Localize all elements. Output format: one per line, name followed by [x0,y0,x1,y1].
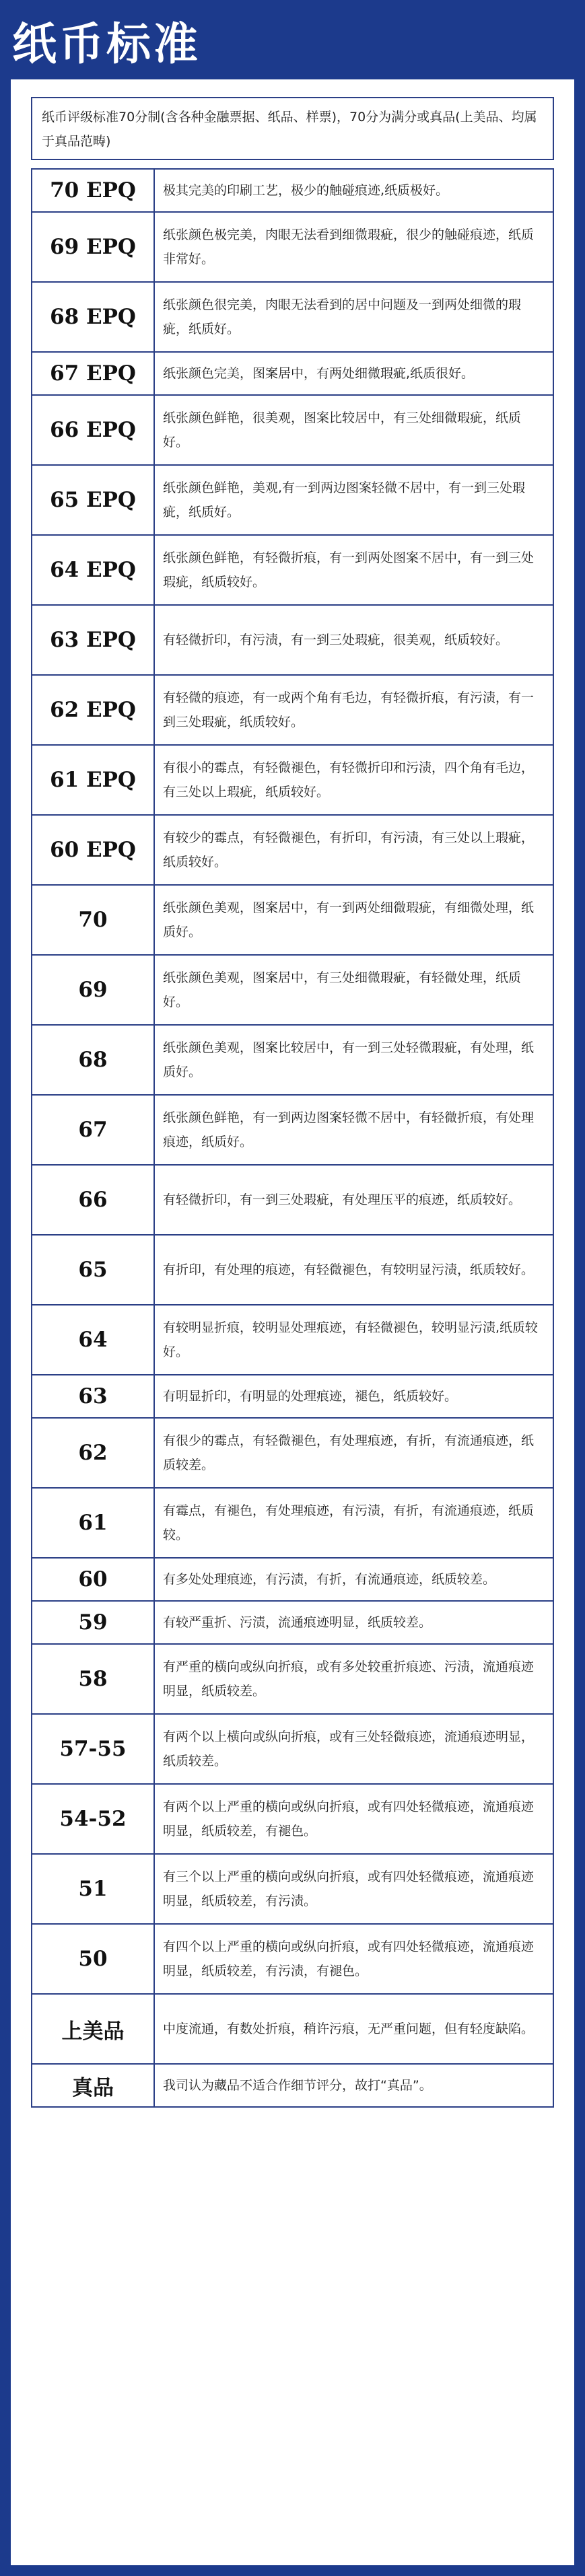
description-cell: 纸张颜色美观，图案比较居中，有一到三处轻微瑕疵，有处理，纸质好。 [154,1025,553,1095]
table-row [32,2064,553,2107]
title-bar [0,0,585,79]
description-cell: 有轻微折印，有污渍，有一到三处瑕疵，很美观，纸质较好。 [154,605,553,675]
table-row [32,465,553,535]
description-cell: 极其完美的印刷工艺，极少的触碰痕迹,纸质极好。 [154,169,553,212]
table-row [32,1095,553,1165]
description-cell: 有两个以上横向或纵向折痕，或有三处轻微痕迹，流通痕迹明显，纸质较差。 [154,1714,553,1784]
table-row [32,395,553,465]
description-cell: 有折印，有处理的痕迹，有轻微褪色，有较明显污渍，纸质较好。 [154,1235,553,1305]
grade-cell: 65 [32,1235,154,1305]
grade-cell: 60 [32,1558,154,1601]
table-row [32,282,553,352]
grade-cell: 59 [32,1601,154,1644]
grade-cell: 真品 [32,2064,154,2107]
table-row [32,1994,553,2064]
grade-cell: 62 [32,1418,154,1488]
description-cell: 有霉点，有褪色，有处理痕迹，有污渍，有折，有流通痕迹，纸质较。 [154,1488,553,1558]
grade-cell: 69 EPQ [32,212,154,282]
description-cell: 纸张颜色美观，图案居中，有一到两处细微瑕疵，有细微处理，纸质好。 [154,885,553,955]
table-row [32,212,553,282]
table-row [32,1558,553,1601]
grade-cell: 65 EPQ [32,465,154,535]
table-row [32,745,553,815]
table-row [32,1714,553,1784]
page-title: 纸币标准 [12,17,201,70]
grade-cell: 66 [32,1165,154,1235]
table-row [32,1235,553,1305]
description-cell: 有四个以上严重的横向或纵向折痕，或有四处轻微痕迹，流通痕迹明显，纸质较差，有污渍，有褪色。 [154,1924,553,1994]
grade-cell: 70 [32,885,154,955]
table-row [32,1375,553,1418]
grade-cell: 61 EPQ [32,745,154,815]
table-row [32,815,553,885]
table-row [32,1305,553,1375]
description-cell: 有三个以上严重的横向或纵向折痕，或有四处轻微痕迹，流通痕迹明显，纸质较差，有污渍。 [154,1854,553,1924]
description-cell: 有明显折印，有明显的处理痕迹，褪色，纸质较好。 [154,1375,553,1418]
grade-table [31,168,554,2108]
description-cell: 有很小的霉点，有轻微褪色，有轻微折印和污渍，四个角有毛边，有三处以上瑕疵，纸质较好。 [154,745,553,815]
description-cell: 纸张颜色完美，图案居中，有两处细微瑕疵,纸质很好。 [154,352,553,395]
description-cell: 有较少的霉点，有轻微褪色，有折印，有污渍，有三处以上瑕疵，纸质较好。 [154,815,553,885]
description-cell: 有两个以上严重的横向或纵向折痕，或有四处轻微痕迹，流通痕迹明显，纸质较差，有褪色。 [154,1784,553,1854]
table-row [32,885,553,955]
description-cell: 有严重的横向或纵向折痕，或有多处较重折痕迹、污渍，流通痕迹明显，纸质较差。 [154,1644,553,1714]
table-row [32,1418,553,1488]
grade-cell: 58 [32,1644,154,1714]
description-cell: 有很少的霉点，有轻微褪色，有处理痕迹，有折，有流通痕迹，纸质较差。 [154,1418,553,1488]
description-cell: 有多处处理痕迹，有污渍，有折，有流通痕迹，纸质较差。 [154,1558,553,1601]
intro-text: 纸币评级标准70分制(含各种金融票据、纸品、样票)，70分为满分或真品(上美品、均属于真品范畴) [31,97,554,160]
description-cell: 纸张颜色鲜艳，美观,有一到两边图案轻微不居中，有一到三处瑕疵，纸质好。 [154,465,553,535]
description-cell: 有轻微折印，有一到三处瑕疵，有处理压平的痕迹，纸质较好。 [154,1165,553,1235]
grade-cell: 64 EPQ [32,535,154,605]
grade-cell: 62 EPQ [32,675,154,745]
grade-cell: 64 [32,1305,154,1375]
description-cell: 纸张颜色美观，图案居中，有三处细微瑕疵，有轻微处理，纸质好。 [154,955,553,1025]
table-row [32,605,553,675]
table-row [32,1025,553,1095]
table-row [32,1488,553,1558]
description-cell: 纸张颜色鲜艳，有一到两边图案轻微不居中，有轻微折痕，有处理痕迹，纸质好。 [154,1095,553,1165]
table-row [32,955,553,1025]
grade-cell: 68 EPQ [32,282,154,352]
grade-cell: 69 [32,955,154,1025]
description-cell: 纸张颜色鲜艳，很美观，图案比较居中，有三处细微瑕疵，纸质好。 [154,395,553,465]
grade-cell: 63 [32,1375,154,1418]
grade-cell: 54-52 [32,1784,154,1854]
description-cell: 有较明显折痕，较明显处理痕迹，有轻微褪色，较明显污渍,纸质较好。 [154,1305,553,1375]
table-row [32,675,553,745]
content-panel [11,79,574,2565]
grade-cell: 50 [32,1924,154,1994]
description-cell: 纸张颜色极完美，肉眼无法看到细微瑕疵，很少的触碰痕迹，纸质非常好。 [154,212,553,282]
description-cell: 我司认为藏品不适合作细节评分，故打“真品”。 [154,2064,553,2107]
table-row [32,1854,553,1924]
description-cell: 中度流通，有数处折痕，稍许污痕，无严重问题，但有轻度缺陷。 [154,1994,553,2064]
table-row [32,1601,553,1644]
grade-cell: 67 [32,1095,154,1165]
grade-cell: 51 [32,1854,154,1924]
table-row [32,1644,553,1714]
table-row [32,535,553,605]
grade-cell: 上美品 [32,1994,154,2064]
grade-cell: 63 EPQ [32,605,154,675]
grade-cell: 66 EPQ [32,395,154,465]
description-cell: 有轻微的痕迹，有一或两个角有毛边，有轻微折痕，有污渍，有一到三处瑕疵，纸质较好。 [154,675,553,745]
description-cell: 纸张颜色鲜艳，有轻微折痕，有一到两处图案不居中，有一到三处瑕疵，纸质较好。 [154,535,553,605]
grade-cell: 60 EPQ [32,815,154,885]
grade-cell: 67 EPQ [32,352,154,395]
table-row [32,352,553,395]
table-row [32,169,553,212]
grade-cell: 70 EPQ [32,169,154,212]
grade-cell: 61 [32,1488,154,1558]
table-row [32,1924,553,1994]
description-cell: 有较严重折、污渍，流通痕迹明显，纸质较差。 [154,1601,553,1644]
table-row [32,1784,553,1854]
description-cell: 纸张颜色很完美，肉眼无法看到的居中问题及一到两处细微的瑕疵，纸质好。 [154,282,553,352]
grade-cell: 57-55 [32,1714,154,1784]
grade-cell: 68 [32,1025,154,1095]
table-row [32,1165,553,1235]
